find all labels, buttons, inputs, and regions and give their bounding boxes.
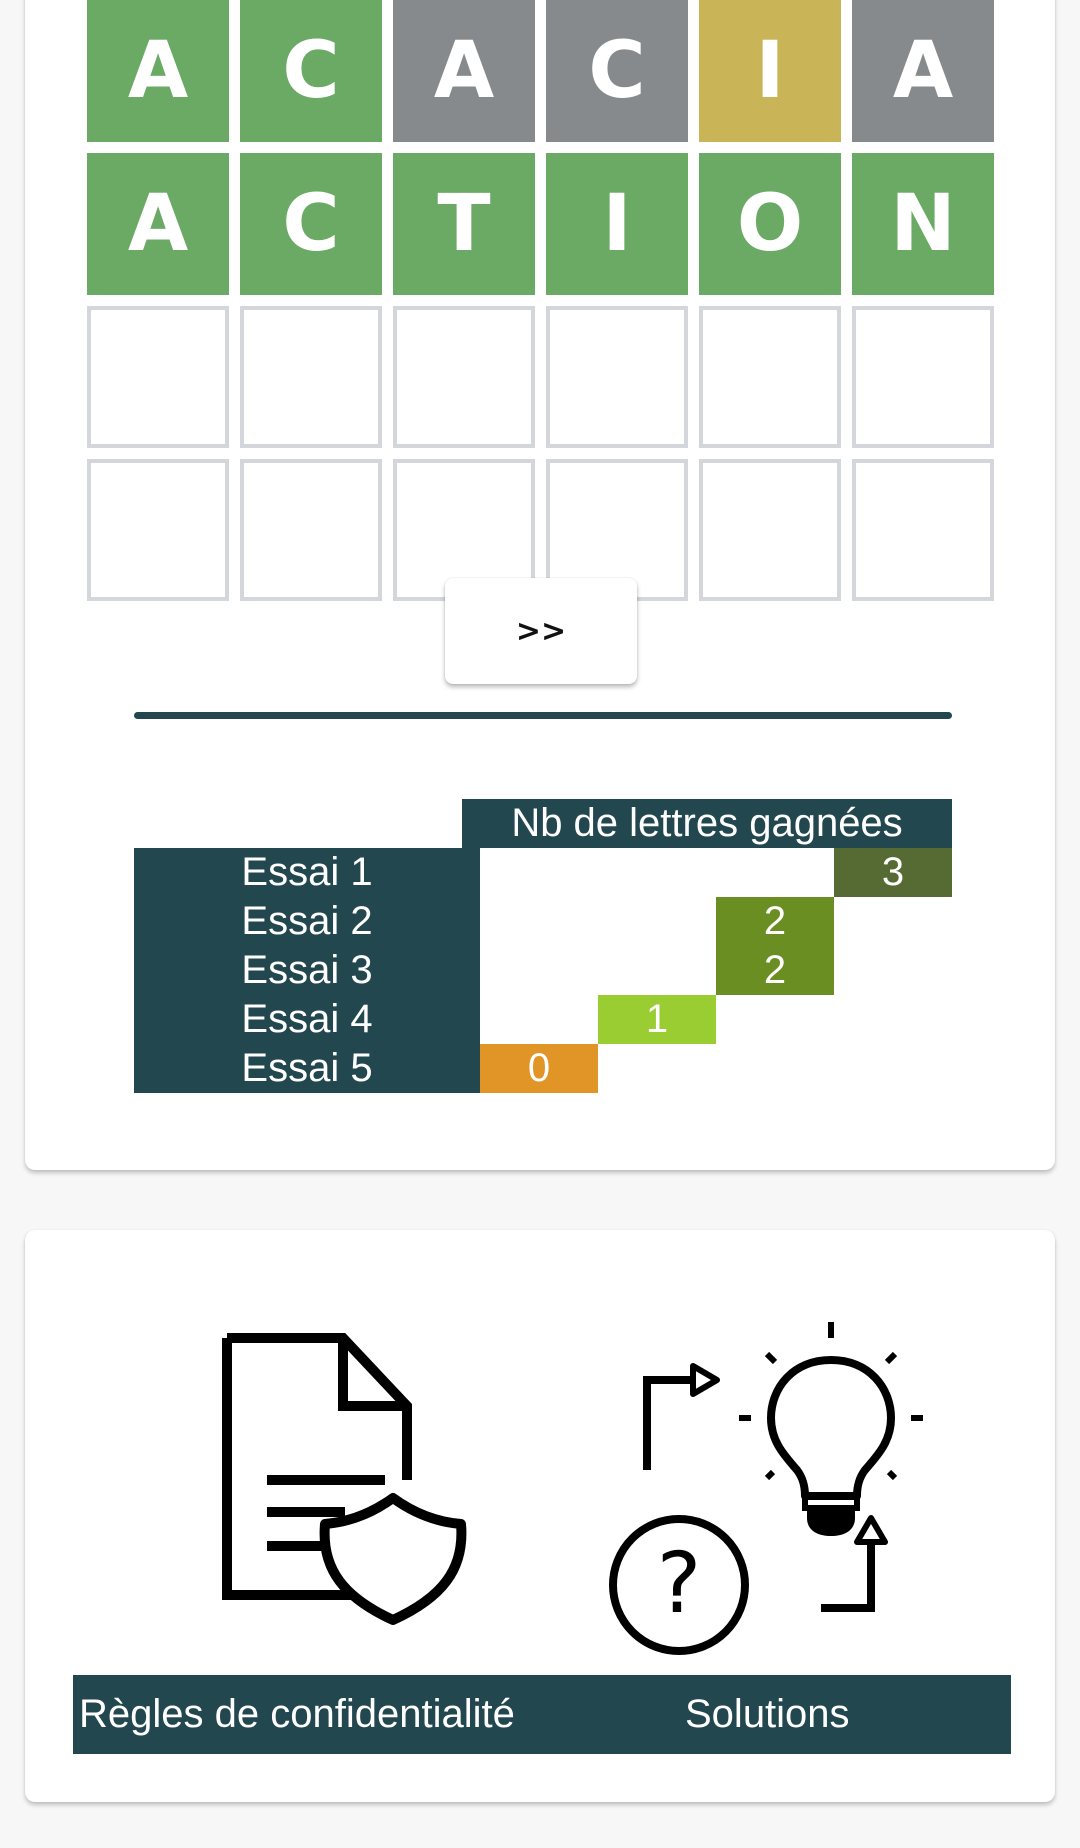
links-card [25, 1230, 1055, 1802]
stats-header: Nb de lettres gagnées [462, 799, 952, 848]
tile-empty [699, 459, 841, 601]
tile-empty [87, 459, 229, 601]
game-card [25, 0, 1055, 1170]
stats-value-cell: 2 [716, 897, 834, 946]
tile-empty [852, 306, 994, 448]
tile-letter: C [240, 153, 382, 295]
tile-empty [699, 306, 841, 448]
tile-letter: C [546, 0, 688, 142]
divider [134, 712, 952, 719]
tile-empty [87, 306, 229, 448]
next-button[interactable]: >> [445, 578, 637, 684]
tile-empty [546, 306, 688, 448]
lightbulb-question-icon[interactable] [605, 1320, 965, 1660]
stats-row-label: Essai 3 [134, 946, 480, 995]
tile-letter: N [852, 153, 994, 295]
tile-empty [393, 306, 535, 448]
tile-empty [240, 306, 382, 448]
tile-letter: T [393, 153, 535, 295]
stats-value-cell: 0 [480, 1044, 598, 1093]
stats-value-cell: 1 [598, 995, 716, 1044]
solutions-link[interactable]: Solutions [685, 1692, 850, 1736]
stats-row-label: Essai 1 [134, 848, 480, 897]
tile-empty [852, 459, 994, 601]
links-bar [73, 1675, 1011, 1754]
tile-letter: C [240, 0, 382, 142]
tile-empty [240, 459, 382, 601]
tile-letter: A [87, 0, 229, 142]
stats-row-label: Essai 4 [134, 995, 480, 1044]
stats-value-cell: 2 [716, 946, 834, 995]
tile-letter: I [699, 0, 841, 142]
document-shield-icon[interactable] [185, 1330, 485, 1650]
stats-value-cell: 3 [834, 848, 952, 897]
stats-row-label: Essai 5 [134, 1044, 480, 1093]
stats-row-label: Essai 2 [134, 897, 480, 946]
tile-letter: A [393, 0, 535, 142]
svg-text:?: ? [656, 1534, 702, 1632]
privacy-link[interactable]: Règles de confidentialité [79, 1692, 515, 1736]
tile-letter: O [699, 153, 841, 295]
tile-letter: I [546, 153, 688, 295]
tile-letter: A [852, 0, 994, 142]
tile-letter: A [87, 153, 229, 295]
